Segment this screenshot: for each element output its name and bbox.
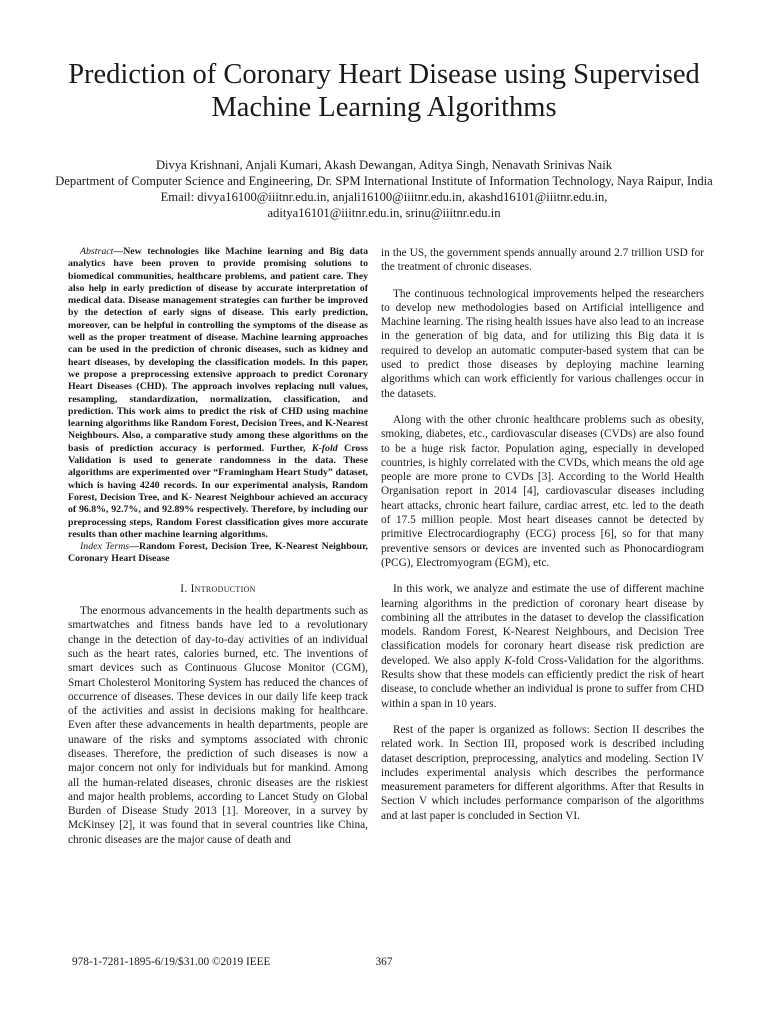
index-terms	[68, 541, 368, 566]
abstract-text: —New technologies like Machine learning and Big data analytics have been proven to provide promising solutions to biomedical communities, healthcare problems, and patient care. They also help in early prediction of disease by accurate interpretation of medical data. Disease management strategies can further be improved by the detection of early signs of disease. This early prediction, moreover, can be helpful in controlling the symptoms of the disease as well as the proper treatment of disease. Machine learning approaches can be used in the prediction of chronic diseases, such as kidney and heart diseases, by developing the classification models. In this paper, we propose a preprocessing extensive approach to predict Coronary Heart Diseases (CHD). The approach involves replacing null values, resampling, standardization, normalization, classification, and prediction. This work aims to predict the risk of CHD using machine learning algorithms like Random Forest, Decision Trees, and K-Nearest Neighbours. Also, a comparative study among these algorithms on the basis of prediction accuracy is performed. Further,	[68, 246, 368, 454]
left-column	[68, 246, 368, 859]
author-block	[40, 157, 728, 221]
footer-isbn: 978-1-7281-1895-6/19/$31.00 ©2019 IEEE	[72, 956, 271, 968]
right-column	[381, 246, 704, 835]
section-numeral: I.	[180, 582, 188, 595]
intro-paragraph-3: Along with the other chronic healthcare problems such as obesity, smoking, diabetes, etc., cardiovascular diseases (CVDs) are also found to be a huge risk factor. Population aging, especially in developed countries, is highly correlated with the CVDs, which means the old age people are more prone to CVDs [3]. According to the World Health Organisation report in 2014 [4], cardiovascular diseases including heart attacks, chronic heart failure, cardiac arrest, etc. led to the death of 17.5 million people. Most heart diseases cannot be detected by primitive Electrocardiography (ECG) process [6], so for that many preventive sensors or devices are invented such as Phonocardiogram (PCG), Electromyogram (EGM), etc.	[381, 413, 704, 569]
intro-paragraph-4-part-b: -fold Cross-Validation for the algorithms. Results show that these models can efficiently predict the risk of heart disease, to conclude whether an individual is prone to suffer from CHD within a span in 10 years.	[381, 654, 704, 710]
author-names: Divya Krishnani, Anjali Kumari, Akash Dewangan, Aditya Singh, Nenavath Srinivas Naik	[155, 158, 613, 172]
author-emails-line-1: Email: divya16100@iiitnr.edu.in, anjali16100@iiitnr.edu.in, akashd16101@iiitnr.edu.in,	[160, 190, 608, 204]
paper-title: Prediction of Coronary Heart Disease using Supervised Machine Learning Algorithms	[68, 59, 700, 123]
author-emails-line-2: aditya16101@iiitnr.edu.in, srinu@iiitnr.edu.in	[267, 206, 501, 220]
abstract	[68, 246, 368, 541]
intro-paragraph-2: The continuous technological improvements helped the researchers to develop new methodologies based on Artificial intelligence and Machine learning. The rising health issues have also lead to an increase in the generation of big data, and for utilizing this Big data it is required to develop an automatic computer-based system that can be used to predict those diseases by deploying machine learning algorithms which can work efficiently for various challenges occur in the datasets.	[381, 287, 704, 400]
intro-paragraph-4-part-a: In this work, we analyze and estimate the use of different machine learning algorithms in the prediction of coronary heart disease by combining all the attributes in the dataset to develop the classification models. Random Forest, K-Nearest Neighbours, and Decision Tree classification models for coronary heart disease risk prediction are developed. We also apply	[381, 583, 704, 667]
abstract-kfold: K-fold	[311, 442, 338, 454]
section-name: Introduction	[190, 582, 256, 595]
intro-paragraph-4-k: K	[504, 654, 512, 667]
intro-paragraph-continued: in the US, the government spends annually around 2.7 trillion USD for the treatment of chronic diseases.	[381, 247, 704, 274]
intro-paragraph-5: Rest of the paper is organized as follows: Section II describes the related work. In Section III, proposed work is described including dataset description, preprocessing, analytics and modeling. Section IV includes experimental analysis which describes the performance measurement parameters for different algorithms. After that Results in Section V which includes performance comparison of the algorithms and at last paper is concluded in Section VI.	[381, 723, 704, 822]
section-heading-introduction	[68, 582, 368, 596]
page-number: 367	[375, 956, 393, 968]
author-affiliation: Department of Computer Science and Engineering, Dr. SPM International Institute of Information Technology, Naya Raipur, India	[55, 174, 713, 188]
index-terms-text: —Random Forest, Decision Tree, K-Nearest Neighbour, Coronary Heart Disease	[68, 541, 368, 565]
index-terms-label: Index Terms	[80, 541, 130, 553]
intro-paragraph-1: The enormous advancements in the health departments such as smartwatches and fitness bands have led to a revolutionary change in the detection of day-to-day activities of an individual such as the heart rates, calories burned, etc. The inventions of smart devices such as Continuous Glucose Monitor (CGM), Smart Cholesterol Monitoring System has reduced the chances of occurrence of diseases. These devices in our daily life keep track of the activities and assist in decisions making for healthcare. Even after these advancements in health departments, people are unaware of the risks and symptoms associated with chronic diseases. Therefore, the prediction of such diseases is now a major concern not only for individuals but for mankind. Among all the human-related diseases, chronic diseases are the riskiest and major health problems, according to Lancet Study on Global Burden of Disease Study 2013 [1]. Moreover, in a survey by McKinsey [2], it was found that in several countries like China, chronic diseases are the major cause of death and	[68, 605, 368, 846]
abstract-label: Abstract	[80, 246, 114, 257]
abstract-text-2: Cross Validation is used to generate randomness in the data. These algorithms are experimented over “Framingham Heart Study” dataset, which is having 4240 records. In our experimental analysis, Random Forest, Decision Tree, and K- Nearest Neighbour achieved an accuracy of 96.8%, 92.7%, and 92.89% respectively. Therefore, by including our preprocessing steps, Random Forest classification gives more accurate results than other machine learning algorithms.	[68, 442, 368, 540]
intro-paragraph-4	[381, 582, 704, 711]
